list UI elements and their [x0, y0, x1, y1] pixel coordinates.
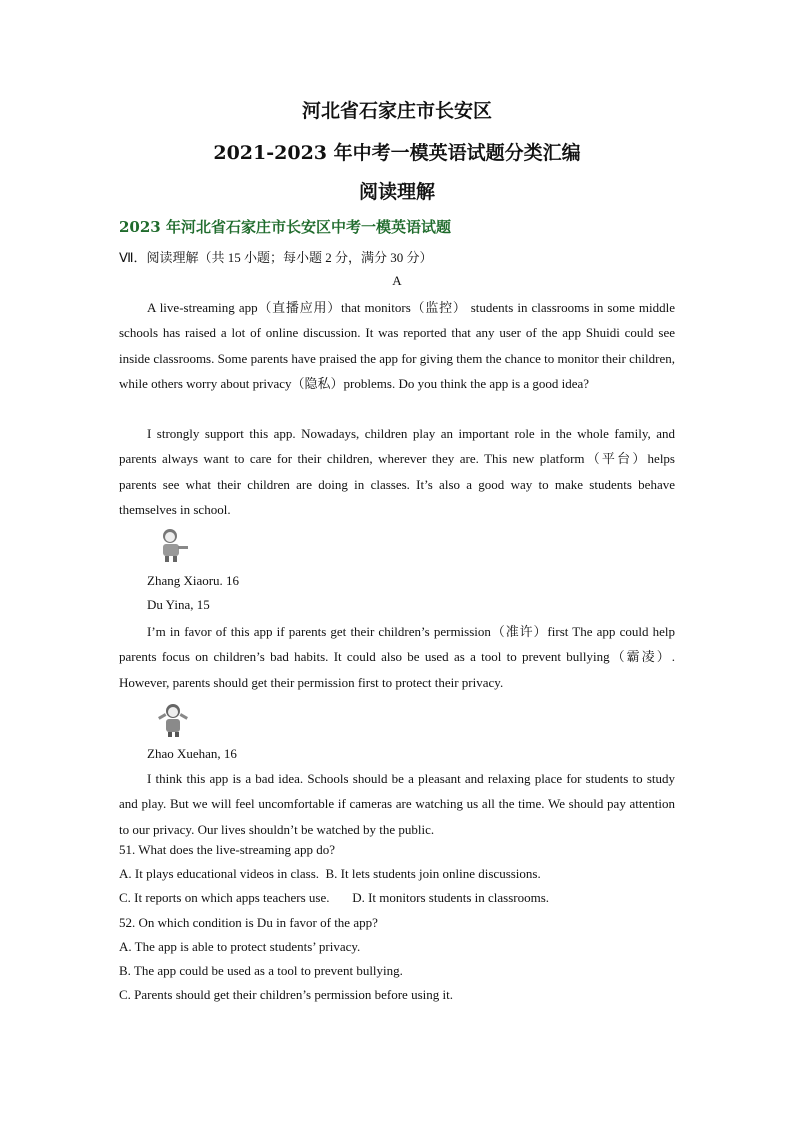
opinion-paragraph-2: I’m in favor of this app if parents get their children’s permission（准许）first The app could help parents focus on children’s bad habits. It could also be used as a tool to prevent bullying（霸凌）. However, parents should get their permission first to protect their privacy. [119, 624, 675, 690]
student-avatar-icon [154, 527, 192, 563]
question-51-options-line: C. It reports on which apps teachers use. D. It monitors students in classrooms. [119, 890, 550, 905]
title-exam: 2021-2023 年中考一模英语试题分类汇编 [213, 142, 581, 164]
question-52-option-c: C. Parents should get their children’s permission before using it. [119, 987, 453, 1002]
question-52-option-b: B. The app could be used as a tool to prevent bullying. [119, 963, 403, 978]
question-52-option-a: A. The app is able to protect students’ privacy. [119, 939, 361, 954]
student-avatar-icon [154, 702, 192, 738]
student-name-du: Du Yina, 15 [147, 597, 210, 612]
question-52-stem: 52. On which condition is Du in favor of the app? [119, 915, 378, 930]
student-name-zhao: Zhao Xuehan, 16 [147, 746, 237, 761]
opinion-paragraph-1: I strongly support this app. Nowadays, children play an important role in the whole family, and parents always want to care for their children, wherever they are. This new platform（平台）helps parents see what their children are doing in classes. It’s also a good way to make students behave themselves in school. [119, 426, 675, 517]
title-region: 河北省石家庄市长安区 [301, 100, 492, 122]
question-51-options-line: A. It plays educational videos in class. B. It lets students join online discussions. [119, 866, 541, 881]
intro-paragraph: A live-streaming app（直播应用）that monitors（监控） students in classrooms in some middle schools has raised a lot of online discussion. It was reported that any user of the app Shuidi could see inside classrooms. Some parents have praised the app for giving them the chance to monitor their children, while others worry about privacy（隐私）problems. Do you think the app is a good idea? [119, 300, 675, 391]
passage-label: A [392, 273, 402, 288]
question-51-stem: 51. What does the live-streaming app do? [119, 842, 336, 857]
section-title: 2023 年河北省石家庄市长安区中考一模英语试题 [119, 218, 451, 236]
opinion-paragraph-3: I think this app is a bad idea. Schools should be a pleasant and relaxing place for students to study and play. But we will feel uncomfortable if cameras are watching us all the time. We should pay attention to our privacy. Our lives shouldn’t be watched by the public. [119, 771, 675, 837]
title-topic: 阅读理解 [358, 181, 435, 203]
part-heading: Ⅶ．阅读理解（共 15 小题；每小题 2 分，满分 30 分） [119, 250, 433, 265]
student-name-zhang: Zhang Xiaoru. 16 [147, 573, 240, 588]
